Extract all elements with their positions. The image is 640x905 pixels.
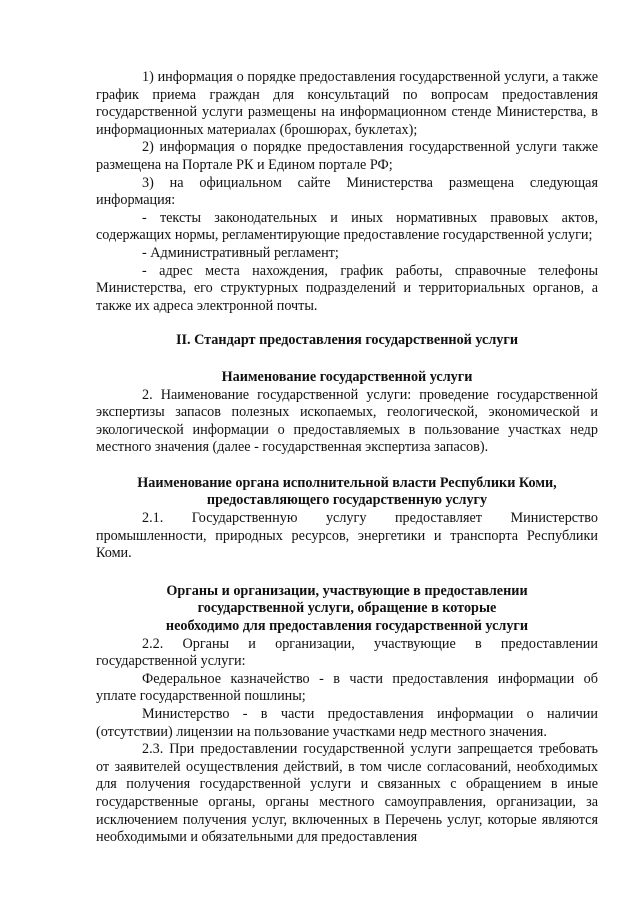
paragraph-2: 2. Наименование государственной услуги: проведение государственной экспертизы запасов полезных ископаемых, геологической, экономической и экологической информации о предоставляемых в пользование участках недр местного значения (далее - государственная экспертиза запасов). xyxy=(96,386,598,456)
heading-service-name: Наименование государственной услуги xyxy=(221,368,473,385)
document-body xyxy=(96,69,598,847)
paragraph-info-1: 1) информация о порядке предоставления государственной услуги, а также график приема граждан для консультаций по вопросам предоставления государственной услуги размещены на информационном стенде Министерства, в информационных материалах (брошюрах, буклетах); xyxy=(96,69,598,138)
paragraph-ministry: Министерство - в части предоставления информации о наличии (отсутствии) лицензии на пользование участками недр местного значения. xyxy=(96,706,598,740)
paragraph-2-1: 2.1. Государственную услугу предоставляет Министерство промышленности, природных ресурсов, энергетики и транспорта Республики Коми. xyxy=(96,510,598,562)
heading-orgs-line-1: Органы и организации, участвующие в предоставлении xyxy=(166,582,528,599)
paragraph-info-3: 3) на официальном сайте Министерства размещена следующая информация: xyxy=(96,174,598,209)
heading-orgs-line-2: государственной услуги, обращение в которые xyxy=(197,600,497,617)
paragraph-info-2: 2) информация о порядке предоставления государственной услуги также размещена на Портале РК и Едином портале РФ; xyxy=(96,139,598,173)
heading-organ-line-2: предоставляющего государственную услугу xyxy=(206,492,488,509)
paragraph-laws: - тексты законодательных и иных нормативных правовых актов, содержащих нормы, регламентирующие предоставление государственной услуги; xyxy=(96,209,598,244)
heading-organ-line-1: Наименование органа исполнительной власти Республики Коми, xyxy=(137,474,557,491)
paragraph-regulation: - Административный регламент; xyxy=(142,244,339,261)
heading-orgs-line-3: необходимо для предоставления государственной услуги xyxy=(165,618,529,635)
paragraph-2-2: 2.2. Органы и организации, участвующие в предоставлении государственной услуги: xyxy=(96,635,598,670)
paragraph-treasury: Федеральное казначейство - в части предоставления информации об уплате государственной пошлины; xyxy=(96,670,598,705)
paragraph-2-3: 2.3. При предоставлении государственной услуги запрещается требовать от заявителей осуществления действий, в том числе согласований, необходимых для получения государственной услуги и связанных с обращением в иные государственные органы, органы местного самоуправления, организации, за исключением получения услуг, включенных в Перечень услуг, которые являются необходимыми и обязательными для предоставления xyxy=(96,741,598,846)
paragraph-address: - адрес места нахождения, график работы, справочные телефоны Министерства, его структурных подразделений и территориальных органов, а также их адреса электронной почты. xyxy=(96,262,598,314)
section-title: II. Стандарт предоставления государственной услуги xyxy=(175,332,519,349)
